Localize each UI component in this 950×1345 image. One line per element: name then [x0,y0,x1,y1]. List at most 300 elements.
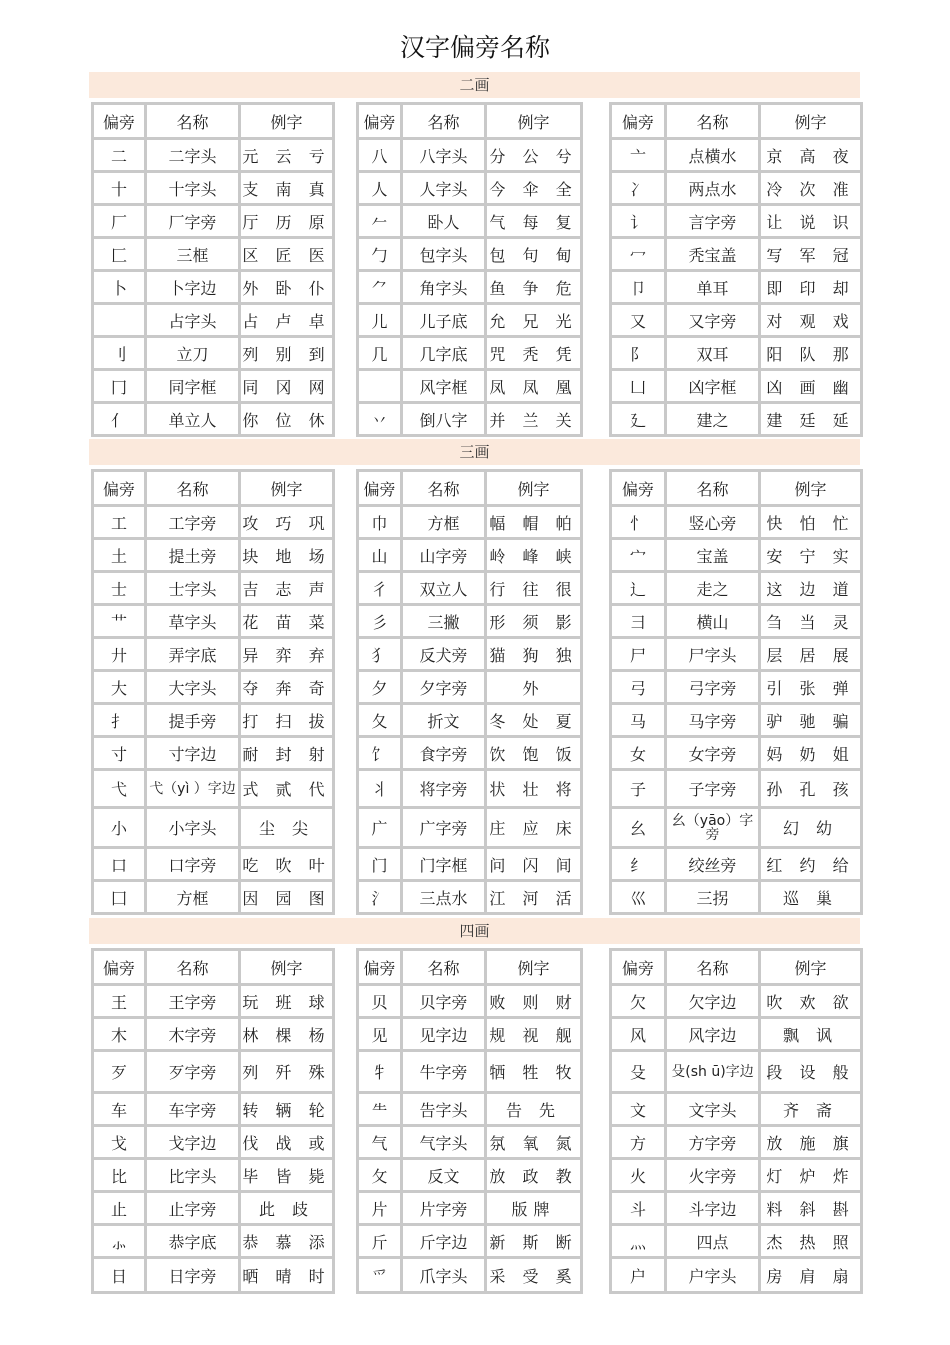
example-chars-cell: 攻 巧 巩 [240,506,334,539]
radical-name-cell: 将字旁 [402,770,486,808]
example-chars-cell: 幻 幼 [760,808,862,848]
radical-name-cell: 双立人 [402,572,486,605]
example-chars-cell: 外 卧 仆 [240,271,334,304]
radical-name-cell: 倒八字 [402,403,486,436]
table-row [611,506,862,539]
example-chars-cell: 氛 氧 氮 [486,1126,582,1159]
radical-name-cell: 方字旁 [666,1126,760,1159]
example-header: 例字 [760,104,862,139]
radical-header: 偏旁 [93,471,146,506]
table-row [611,1018,862,1051]
radical-cell: 子 [611,770,666,808]
table-row [93,572,334,605]
example-chars-cell: 包 句 甸 [486,238,582,271]
radical-cell: 弋 [93,770,146,808]
example-chars-cell: 料 斜 斟 [760,1192,862,1225]
radical-name-cell: 三拐 [666,881,760,914]
radical-name-cell: 儿子底 [402,304,486,337]
example-chars-cell: 凶 画 幽 [760,370,862,403]
table-row [358,506,582,539]
example-chars-cell: 允 兄 光 [486,304,582,337]
table-row [358,1159,582,1192]
example-chars-cell: 并 兰 关 [486,403,582,436]
table-row [358,770,582,808]
example-chars-cell: 京 高 夜 [760,139,862,172]
example-chars-cell: 伐 战 或 [240,1126,334,1159]
example-chars-cell: 块 地 场 [240,539,334,572]
table-row [611,770,862,808]
table-row [611,271,862,304]
example-chars-cell: 支 南 真 [240,172,334,205]
example-header: 例字 [486,950,582,985]
table-row [358,172,582,205]
radical-header: 偏旁 [611,104,666,139]
radical-cell: 儿 [358,304,402,337]
example-chars-cell: 占 卢 卓 [240,304,334,337]
radical-name-cell: 片字旁 [402,1192,486,1225]
radical-name-cell: 欠字边 [666,985,760,1018]
radical-header: 偏旁 [93,104,146,139]
table-row [93,985,334,1018]
radical-name-cell: 夕字旁 [402,671,486,704]
table-row [611,304,862,337]
example-header: 例字 [760,950,862,985]
example-chars-cell: 咒 秃 凭 [486,337,582,370]
radical-cell: 彳 [358,572,402,605]
example-chars-cell: 吉 志 声 [240,572,334,605]
radical-name-cell: 恭字底 [146,1225,240,1258]
radical-table [91,102,335,437]
radical-cell: 方 [611,1126,666,1159]
table-row [93,1225,334,1258]
name-header: 名称 [666,104,760,139]
radical-name-cell: 广字旁 [402,808,486,848]
radical-name-cell: 卜字边 [146,271,240,304]
radical-name-cell: 寸字边 [146,737,240,770]
radical-cell: 卜 [93,271,146,304]
radical-cell: 王 [93,985,146,1018]
radical-name-cell: 两点水 [666,172,760,205]
radical-cell: 匚 [93,238,146,271]
example-chars-cell: 这 边 道 [760,572,862,605]
radical-cell: 忄 [611,506,666,539]
radical-header: 偏旁 [358,950,402,985]
radical-name-cell: 木字旁 [146,1018,240,1051]
radical-cell: 纟 [611,848,666,881]
radical-cell: 土 [93,539,146,572]
radical-name-cell: 殳(sh ū)字边 [666,1051,760,1093]
table-row [611,1093,862,1126]
radical-cell: 阝 [611,337,666,370]
table-row [93,881,334,914]
example-header: 例字 [486,471,582,506]
example-chars-cell: 飘 讽 [760,1018,862,1051]
radical-name-cell: 人字头 [402,172,486,205]
radical-cell: 犭 [358,638,402,671]
table-row [358,539,582,572]
radical-name-cell: 马字旁 [666,704,760,737]
example-chars-cell: 行 往 很 [486,572,582,605]
radical-table [609,102,863,437]
table-row [93,605,334,638]
example-chars-cell: 建 廷 延 [760,403,862,436]
radical-cell: 辶 [611,572,666,605]
radical-name-cell: 提手旁 [146,704,240,737]
header-row [611,950,862,985]
radical-name-cell: 单耳 [666,271,760,304]
table-row [93,638,334,671]
radical-name-cell: 士字头 [146,572,240,605]
table-row [358,985,582,1018]
radical-table [356,102,583,437]
example-chars-cell: 告 先 [486,1093,582,1126]
table-row [358,848,582,881]
radical-name-cell: 弋（yì ）字边 [146,770,240,808]
example-chars-cell: 岭 峰 峡 [486,539,582,572]
radical-header: 偏旁 [611,950,666,985]
example-chars-cell: 即 印 却 [760,271,862,304]
example-chars-cell: 对 观 戏 [760,304,862,337]
radical-cell [358,370,402,403]
example-chars-cell: 庄 应 床 [486,808,582,848]
example-chars-cell: 毕 皆 毙 [240,1159,334,1192]
header-row [93,104,334,139]
radical-name-cell: 幺（yāo）字旁 [666,808,760,848]
table-row [611,848,862,881]
radical-cell: 丷 [358,403,402,436]
radical-name-cell: 歹字旁 [146,1051,240,1093]
radical-name-cell: 反犬旁 [402,638,486,671]
radical-cell: 见 [358,1018,402,1051]
radical-name-cell: 方框 [146,881,240,914]
name-header: 名称 [146,950,240,985]
example-header: 例字 [760,471,862,506]
radical-name-cell: 风字边 [666,1018,760,1051]
table-row [611,205,862,238]
example-chars-cell: 此 歧 [240,1192,334,1225]
example-chars-cell: 写 军 冠 [760,238,862,271]
radical-header: 偏旁 [611,471,666,506]
radical-cell: 夂 [358,704,402,737]
radical-name-cell: 八字头 [402,139,486,172]
radical-cell: 爫 [358,1258,402,1293]
table-row [93,770,334,808]
table-row [611,1051,862,1093]
example-chars-cell: 引 张 弹 [760,671,862,704]
radical-name-cell: 风字框 [402,370,486,403]
radical-cell: 车 [93,1093,146,1126]
example-chars-cell: 层 居 展 [760,638,862,671]
radical-cell: 文 [611,1093,666,1126]
radical-header: 偏旁 [358,471,402,506]
radical-cell: 风 [611,1018,666,1051]
radical-name-cell: 草字头 [146,605,240,638]
radical-name-cell: 见字边 [402,1018,486,1051]
table-row [93,337,334,370]
header-row [611,471,862,506]
radical-cell: 氵 [358,881,402,914]
radical-name-cell: 横山 [666,605,760,638]
example-chars-cell: 巡 巢 [760,881,862,914]
radical-cell: 小 [93,808,146,848]
table-row [93,848,334,881]
header-row [611,104,862,139]
table-row [93,704,334,737]
radical-cell: 二 [93,139,146,172]
example-chars-cell: 快 怕 忙 [760,506,862,539]
radical-cell: 丬 [358,770,402,808]
radical-cell: 尸 [611,638,666,671]
example-chars-cell: 阳 队 那 [760,337,862,370]
radical-name-cell: 小字头 [146,808,240,848]
example-chars-cell: 区 匠 医 [240,238,334,271]
example-chars-cell: 问 闪 间 [486,848,582,881]
radical-name-cell: 点横水 [666,139,760,172]
radical-cell: 门 [358,848,402,881]
example-chars-cell: 打 扫 拔 [240,704,334,737]
radical-table [91,948,335,1294]
radical-table [609,948,863,1294]
example-chars-cell: 气 每 复 [486,205,582,238]
table-row [358,1093,582,1126]
example-chars-cell: 异 弈 弃 [240,638,334,671]
radical-name-cell: 日字旁 [146,1258,240,1293]
radical-cell: 勹 [358,238,402,271]
radical-cell: 宀 [611,539,666,572]
radical-name-cell: 斗字边 [666,1192,760,1225]
radical-table [91,469,335,915]
radical-name-cell: 王字旁 [146,985,240,1018]
radical-cell: 亠 [611,139,666,172]
radical-cell: 人 [358,172,402,205]
radical-name-cell: 厂字旁 [146,205,240,238]
radical-name-cell: 折文 [402,704,486,737]
example-chars-cell: 刍 当 灵 [760,605,862,638]
radical-header: 偏旁 [358,104,402,139]
section-band-3: 四画 [89,918,860,944]
radical-cell: 几 [358,337,402,370]
name-header: 名称 [146,471,240,506]
table-row [358,671,582,704]
radical-cell: 八 [358,139,402,172]
radical-cell: 工 [93,506,146,539]
example-header: 例字 [486,104,582,139]
example-chars-cell: 放 政 教 [486,1159,582,1192]
radical-name-cell: 十字头 [146,172,240,205]
radical-cell: 气 [358,1126,402,1159]
radical-name-cell: 走之 [666,572,760,605]
example-chars-cell: 同 冈 网 [240,370,334,403]
radical-name-cell: 角字头 [402,271,486,304]
section-band-2: 三画 [89,439,860,465]
table-row [93,1159,334,1192]
radical-name-cell: 反文 [402,1159,486,1192]
table-row [611,172,862,205]
table-row [93,671,334,704]
table-row [93,304,334,337]
table-row [93,139,334,172]
example-chars-cell: 饮 饱 饭 [486,737,582,770]
example-chars-cell: 列 别 到 [240,337,334,370]
radical-name-cell: 大字头 [146,671,240,704]
radical-name-cell: 斤字边 [402,1225,486,1258]
radical-cell: 彡 [358,605,402,638]
example-chars-cell: 冬 处 夏 [486,704,582,737]
radical-cell: 卩 [611,271,666,304]
radical-cell: 艹 [93,605,146,638]
example-chars-cell: 花 苗 菜 [240,605,334,638]
table-row [93,1051,334,1093]
radical-cell: 又 [611,304,666,337]
table-row [358,1126,582,1159]
example-chars-cell: 晒 晴 时 [240,1258,334,1293]
radical-name-cell: 单立人 [146,403,240,436]
radical-name-cell: 爪字头 [402,1258,486,1293]
radical-name-cell: 卧人 [402,205,486,238]
radical-name-cell: 山字旁 [402,539,486,572]
example-header: 例字 [240,104,334,139]
radical-name-cell: 告字头 [402,1093,486,1126]
radical-cell: 木 [93,1018,146,1051]
table-row [611,881,862,914]
table-row [93,539,334,572]
table-row [611,671,862,704]
table-row [358,1192,582,1225]
table-row [93,370,334,403]
table-row [93,271,334,304]
radical-name-cell: 子字旁 [666,770,760,808]
radical-cell: 火 [611,1159,666,1192]
example-chars-cell: 形 须 影 [486,605,582,638]
example-chars-cell: 段 设 般 [760,1051,862,1093]
radical-name-cell: 门字框 [402,848,486,881]
example-chars-cell: 牺 牲 牧 [486,1051,582,1093]
name-header: 名称 [666,471,760,506]
example-chars-cell: 尘 尖 [240,808,334,848]
table-row [93,1192,334,1225]
name-header: 名称 [402,471,486,506]
radical-name-cell: 食字旁 [402,737,486,770]
radical-cell: 日 [93,1258,146,1293]
table-row [611,605,862,638]
radical-cell: 户 [611,1258,666,1293]
example-chars-cell: 江 河 活 [486,881,582,914]
table-row [93,205,334,238]
radical-name-cell: 四点 [666,1225,760,1258]
radical-cell: 弓 [611,671,666,704]
table-row [93,506,334,539]
header-row [358,471,582,506]
radical-name-cell: 女字旁 [666,737,760,770]
table-row [611,238,862,271]
header-row [93,950,334,985]
table-row [611,737,862,770]
table-row [611,1225,862,1258]
table-row [611,808,862,848]
radical-table [356,469,583,915]
radical-name-cell: 贝字旁 [402,985,486,1018]
radical-cell: ⺈ [358,271,402,304]
example-chars-cell: 凤 凤 凰 [486,370,582,403]
table-row [358,881,582,914]
table-row [611,704,862,737]
example-chars-cell: 新 斯 断 [486,1225,582,1258]
example-header: 例字 [240,950,334,985]
radical-cell: 口 [93,848,146,881]
table-row [93,172,334,205]
example-chars-cell: 版牌 [486,1192,582,1225]
radical-name-cell: 三点水 [402,881,486,914]
radical-cell: 斗 [611,1192,666,1225]
table-row [611,1126,862,1159]
radical-table [609,469,863,915]
example-chars-cell: 吹 欢 欲 [760,985,862,1018]
example-chars-cell: 夺 奔 奇 [240,671,334,704]
page-title: 汉字偏旁名称 [399,33,550,62]
example-chars-cell: 败 则 财 [486,985,582,1018]
radical-name-cell: 言字旁 [666,205,760,238]
example-chars-cell: 林 棵 杨 [240,1018,334,1051]
radical-cell: 比 [93,1159,146,1192]
radical-name-cell: 户字头 [666,1258,760,1293]
radical-name-cell: 几字底 [402,337,486,370]
table-row [611,572,862,605]
table-row [358,1051,582,1093]
radical-name-cell: 二字头 [146,139,240,172]
table-row [611,539,862,572]
radical-cell: ⺗ [93,1225,146,1258]
radical-cell: 女 [611,737,666,770]
radical-cell: 冖 [611,238,666,271]
radical-cell: 夕 [358,671,402,704]
radical-cell: ⺧ [358,1093,402,1126]
table-row [93,1093,334,1126]
table-row [93,1258,334,1293]
table-row [611,370,862,403]
radical-header: 偏旁 [93,950,146,985]
example-chars-cell: 吃 吹 叶 [240,848,334,881]
radical-name-cell: 弓字旁 [666,671,760,704]
radical-table [356,948,583,1294]
example-chars-cell: 式 贰 代 [240,770,334,808]
radical-cell: 巛 [611,881,666,914]
radical-name-cell: 方框 [402,506,486,539]
radical-name-cell: 宝盖 [666,539,760,572]
header-row [93,471,334,506]
section-band-1: 二画 [89,72,860,98]
example-chars-cell: 灯 炉 炸 [760,1159,862,1192]
radical-name-cell: 建之 [666,403,760,436]
table-row [93,238,334,271]
example-chars-cell: 幅 帽 帕 [486,506,582,539]
radical-cell: 囗 [93,881,146,914]
radical-cell: 𠂉 [358,205,402,238]
radical-cell: 彐 [611,605,666,638]
radical-name-cell: 立刀 [146,337,240,370]
example-chars-cell: 转 辆 轮 [240,1093,334,1126]
name-header: 名称 [402,104,486,139]
radical-cell: 贝 [358,985,402,1018]
example-chars-cell: 妈 奶 姐 [760,737,862,770]
table-row [611,638,862,671]
radical-cell: 牜 [358,1051,402,1093]
radical-name-cell: 戈字边 [146,1126,240,1159]
example-chars-cell: 玩 班 球 [240,985,334,1018]
radical-name-cell: 比字头 [146,1159,240,1192]
table-row [358,704,582,737]
header-row [358,950,582,985]
radical-cell: 廴 [611,403,666,436]
